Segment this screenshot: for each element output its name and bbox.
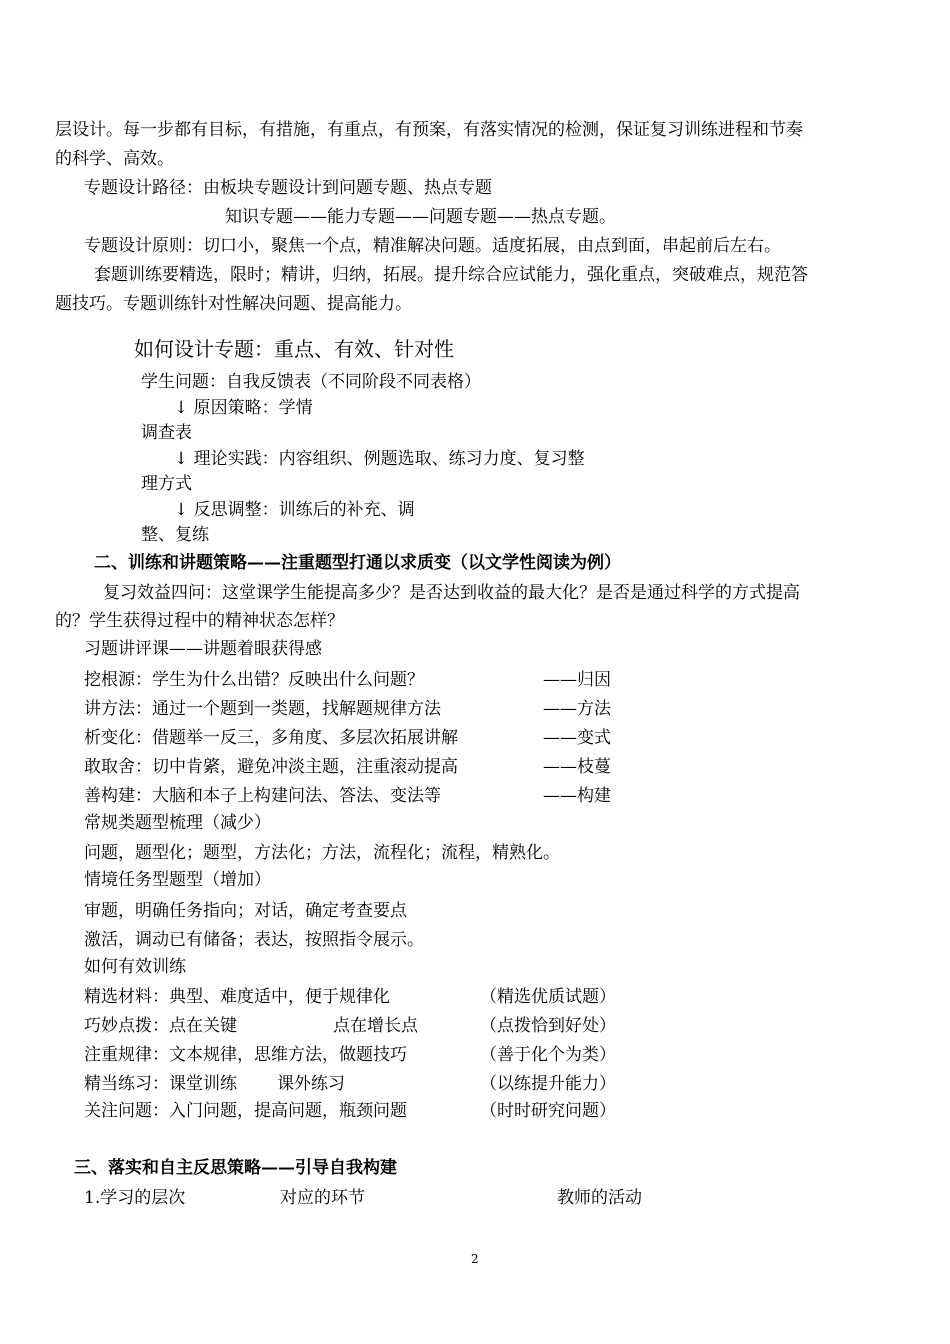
page-number: 2 xyxy=(471,1252,479,1266)
design-line-2: ↓ 原因策略：学情 xyxy=(174,398,313,418)
train-title: 如何有效训练 xyxy=(84,957,186,977)
train-item: 精选材料：典型、难度适中，便于规律化 xyxy=(84,987,390,1007)
table-header-level: 1.学习的层次 xyxy=(84,1188,186,1208)
review-item: 析变化：借题举一反三，多角度、多层次拓展讲解 xyxy=(84,728,458,748)
review-question-2: 的？学生获得过程中的精神状态怎样？ xyxy=(55,611,344,631)
train-item-mid: 点在增长点 xyxy=(333,1016,418,1036)
drill-line-1: 套题训练要精选，限时；精讲，归纳，拓展。提升综合应试能力，强化重点，突破难点，规范答 xyxy=(94,265,808,285)
routine-text: 问题，题型化；题型，方法化；方法，流程化；流程，精熟化。 xyxy=(84,843,560,863)
review-item: 敢取舍：切中肯綮，避免冲淡主题，注重滚动提高 xyxy=(84,757,458,777)
train-item-note: （以练提升能力） xyxy=(480,1074,616,1094)
routine-title: 常规类题型梳理（减少） xyxy=(84,813,271,833)
train-item: 关注问题：入门问题，提高问题，瓶颈问题 xyxy=(84,1101,407,1121)
review-item-tag: ——方法 xyxy=(543,699,611,719)
situation-title: 情境任务型题型（增加） xyxy=(84,870,271,890)
review-item-tag: ——构建 xyxy=(543,786,611,806)
train-item-note: （点拨恰到好处） xyxy=(480,1016,616,1036)
section-2-heading: 二、训练和讲题策略——注重题型打通以求质变（以文学性阅读为例） xyxy=(94,553,621,573)
design-line-4: ↓ 理论实践：内容组织、例题选取、练习力度、复习整 xyxy=(174,449,585,469)
design-line-1: 学生问题：自我反馈表（不同阶段不同表格） xyxy=(141,372,481,392)
situation-line-1: 审题，明确任务指向；对话，确定考查要点 xyxy=(84,901,407,921)
review-item-tag: ——变式 xyxy=(543,728,611,748)
table-header-stage: 对应的环节 xyxy=(280,1188,365,1208)
design-principle: 专题设计原则：切口小，聚焦一个点，精准解决问题。适度拓展，由点到面，串起前后左右。 xyxy=(84,236,781,256)
review-item-tag: ——归因 xyxy=(543,670,611,690)
review-title: 习题讲评课——讲题着眼获得感 xyxy=(84,639,322,659)
section-3-heading: 三、落实和自主反思策略——引导自我构建 xyxy=(74,1158,397,1178)
train-item: 精当练习：课堂训练 xyxy=(84,1074,237,1094)
train-item-note: （时时研究问题） xyxy=(480,1101,616,1121)
intro-line-1: 层设计。每一步都有目标，有措施，有重点，有预案，有落实情况的检测，保证复习训练进程和节奏 xyxy=(55,120,803,140)
review-item: 挖根源：学生为什么出错？反映出什么问题？ xyxy=(84,670,424,690)
review-item-tag: ——枝蔓 xyxy=(543,757,611,777)
train-item: 巧妙点拨：点在关键 xyxy=(84,1016,237,1036)
design-line-6: ↓ 反思调整：训练后的补充、调 xyxy=(174,500,415,520)
intro-line-2: 的科学、高效。 xyxy=(55,149,174,169)
design-heading: 如何设计专题：重点、有效、针对性 xyxy=(134,337,454,361)
review-question-1: 复习效益四问：这堂课学生能提高多少？是否达到收益的最大化？是否是通过科学的方式提高 xyxy=(103,583,800,603)
train-item-note: （善于化个为类） xyxy=(480,1045,616,1065)
train-item: 注重规律：文本规律，思维方法，做题技巧 xyxy=(84,1045,407,1065)
drill-line-2: 题技巧。专题训练针对性解决问题、提高能力。 xyxy=(55,294,412,314)
design-line-5: 理方式 xyxy=(141,474,192,494)
train-item-note: （精选优质试题） xyxy=(480,987,616,1007)
table-header-teacher: 教师的活动 xyxy=(557,1188,642,1208)
situation-line-2: 激活，调动已有储备；表达，按照指令展示。 xyxy=(84,930,424,950)
design-path: 专题设计路径：由板块专题设计到问题专题、热点专题 xyxy=(84,178,492,198)
review-item: 讲方法：通过一个题到一类题，找解题规律方法 xyxy=(84,699,441,719)
review-item: 善构建：大脑和本子上构建问法、答法、变法等 xyxy=(84,786,441,806)
train-item-mid: 课外练习 xyxy=(277,1074,345,1094)
design-line-3: 调查表 xyxy=(141,423,192,443)
design-path-chain: 知识专题——能力专题——问题专题——热点专题。 xyxy=(225,207,616,227)
design-line-7: 整、复练 xyxy=(141,525,209,545)
